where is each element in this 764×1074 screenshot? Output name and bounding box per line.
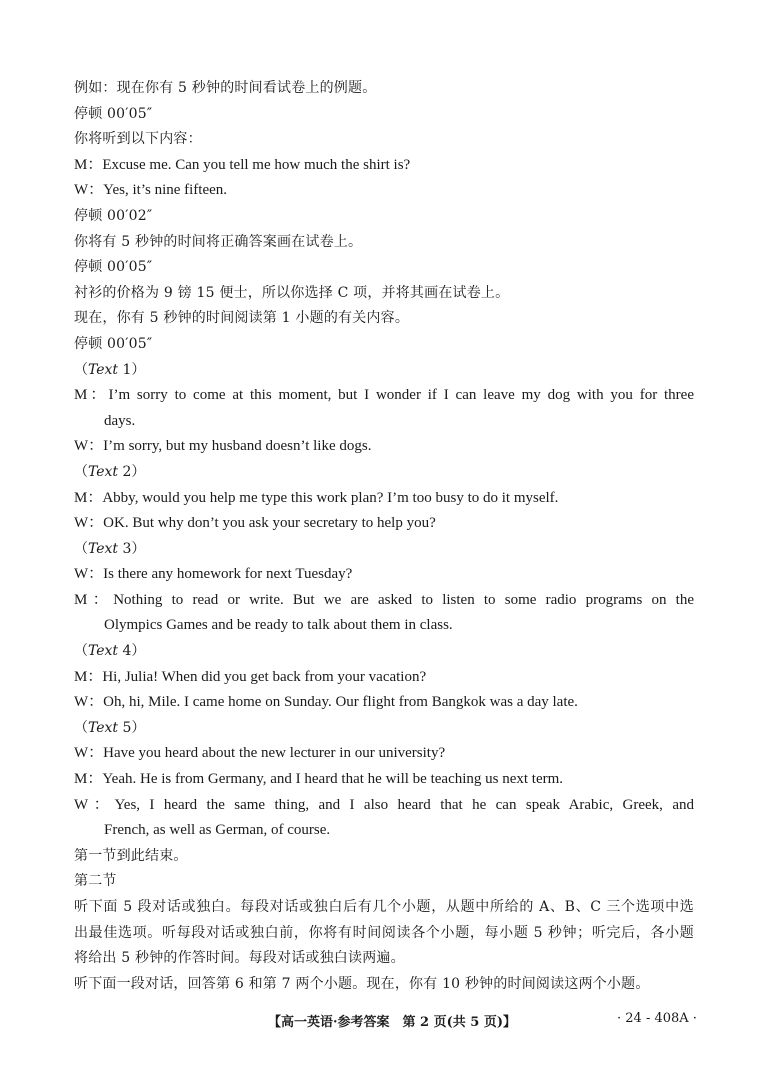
heading-label: Text — [88, 463, 119, 480]
instruction-line: 第一节到此结束。 — [74, 847, 188, 864]
document-body — [74, 76, 694, 997]
heading-label: Text — [88, 361, 119, 378]
heading-label: Text — [88, 643, 119, 660]
dialogue-line: M：I’m sorry to come at this moment, but I wonder if I can leave my dog with you for three — [74, 387, 694, 404]
instruction-line: 听下面 5 段对话或独白。每段对话或独白后有几个小题，从题中所给的 A、B、C 三个选项中选 — [74, 899, 694, 915]
section-heading — [74, 358, 694, 384]
instruction-line: 现在，你有 5 秒钟的时间阅读第 1 小题的有关内容。 — [74, 310, 410, 327]
dialogue-line: W：Yes, I heard the same thing, and I also heard that he can speak Arabic, Greek, and — [74, 796, 694, 813]
heading-open: （ — [74, 540, 88, 557]
heading-label: Text — [88, 540, 119, 557]
footer-code: · 24 - 408A · — [617, 1011, 697, 1026]
heading-label: Text — [88, 719, 119, 736]
instruction-line: 停顿 00′05″ — [74, 335, 153, 352]
instruction-line: 出最佳选项。听每段对话或独白前，你将有时间阅读各个小题，每小题 5 秒钟；听完后，各小题 — [74, 924, 694, 941]
dialogue-line: W：OK. But why don’t you ask your secretary to help you? — [74, 515, 436, 532]
dialogue-line: M：Excuse me. Can you tell me how much the shirt is? — [74, 156, 411, 173]
dialogue-line: W：Yes, it’s nine fifteen. — [74, 182, 228, 199]
instruction-line: 停顿 00′05″ — [74, 105, 153, 122]
instruction-line: 将给出 5 秒钟的作答时间。每段对话或独白读两遍。 — [74, 950, 405, 967]
instruction-line: 第二节 — [74, 873, 117, 890]
heading-number: 4） — [118, 643, 146, 660]
dialogue-line: M：Nothing to read or write. But we are asked to listen to some radio programs on the — [74, 591, 694, 608]
heading-open: （ — [74, 361, 88, 378]
footer-title: 【高一英语·参考答案 第 2 页(共 5 页)】 — [268, 1015, 517, 1030]
section-heading — [74, 716, 694, 742]
instruction-line: 听下面一段对话，回答第 6 和第 7 两个小题。现在，你有 10 秒钟的时间阅读这两个小题。 — [74, 975, 650, 992]
section-heading — [74, 537, 694, 563]
dialogue-line: days. — [104, 412, 136, 429]
instruction-line: 停顿 00′05″ — [74, 259, 153, 276]
page-footer — [0, 1011, 764, 1035]
dialogue-line: W：Oh, hi, Mile. I came home on Sunday. Our flight from Bangkok was a day late. — [74, 694, 578, 711]
instruction-line: 停顿 00′02″ — [74, 207, 153, 224]
instruction-line: 衬衫的价格为 9 镑 15 便士，所以你选择 C 项，并将其画在试卷上。 — [74, 284, 510, 301]
instruction-line: 例如：现在你有 5 秒钟的时间看试卷上的例题。 — [74, 80, 377, 96]
section-heading — [74, 460, 694, 486]
dialogue-line: W：Have you heard about the new lecturer in our university? — [74, 745, 446, 762]
dialogue-line: Olympics Games and be ready to talk about them in class. — [104, 617, 453, 634]
heading-number: 5） — [118, 719, 146, 736]
section-heading — [74, 639, 694, 665]
dialogue-line: M：Yeah. He is from Germany, and I heard that he will be teaching us next term. — [74, 771, 564, 788]
heading-number: 2） — [118, 463, 146, 480]
heading-number: 1） — [118, 361, 146, 378]
dialogue-line: W：I’m sorry, but my husband doesn’t like dogs. — [74, 438, 372, 455]
heading-open: （ — [74, 463, 88, 480]
heading-open: （ — [74, 643, 88, 660]
dialogue-line: M：Hi, Julia! When did you get back from your vacation? — [74, 668, 427, 685]
dialogue-line: M：Abby, would you help me type this work plan? I’m too busy to do it myself. — [74, 489, 559, 506]
instruction-line: 你将听到以下内容： — [74, 131, 202, 148]
dialogue-line: French, as well as German, of course. — [104, 822, 331, 839]
dialogue-line: W：Is there any homework for next Tuesday? — [74, 566, 353, 583]
heading-number: 3） — [118, 540, 146, 557]
heading-open: （ — [74, 719, 88, 736]
instruction-line: 你将有 5 秒钟的时间将正确答案画在试卷上。 — [74, 233, 363, 250]
